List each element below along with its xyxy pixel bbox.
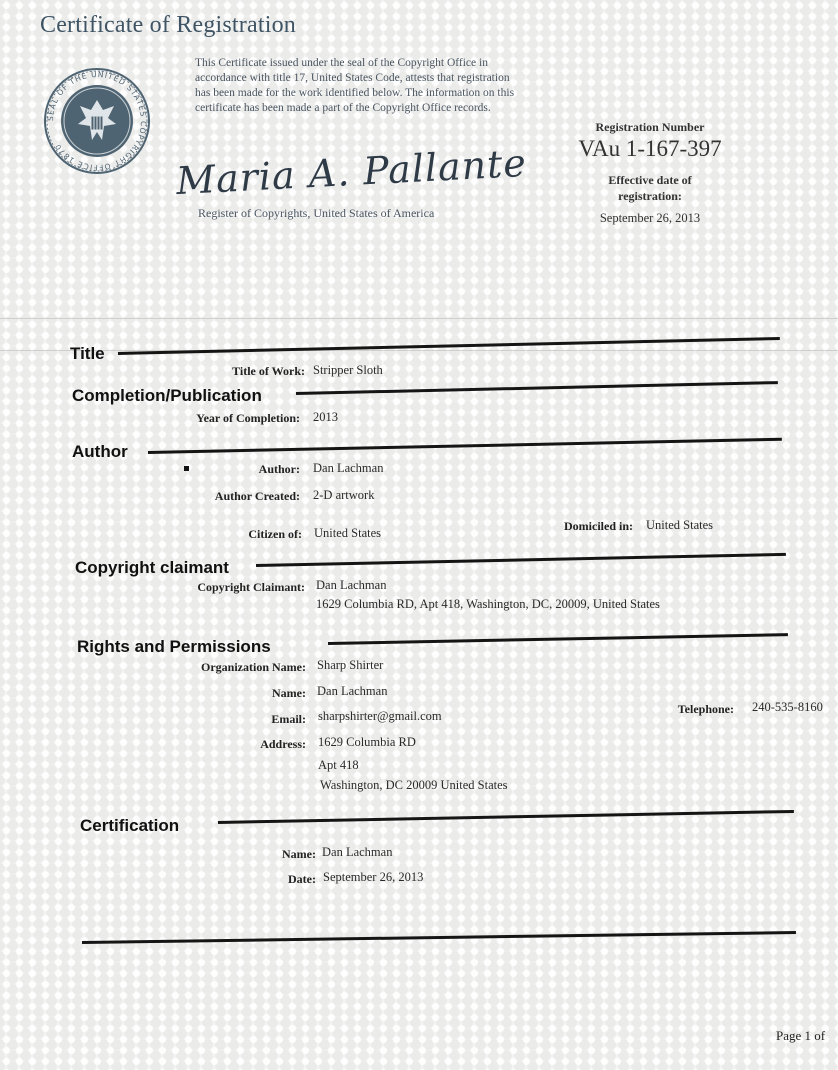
registration-number: VAu 1-167-397 bbox=[578, 136, 722, 161]
address-line-2: Apt 418 bbox=[318, 758, 359, 772]
register-caption: Register of Copyrights, United States of America bbox=[198, 206, 435, 220]
rights-name-value: Dan Lachman bbox=[317, 684, 388, 698]
email-value: sharpshirter@gmail.com bbox=[318, 709, 442, 723]
section-rule bbox=[148, 438, 782, 454]
page-number: Page 1 of bbox=[776, 1028, 826, 1043]
copyright-office-seal-icon bbox=[42, 66, 152, 181]
effective-date-label: Effective date of registration: bbox=[608, 173, 692, 203]
section-heading-completion: Completion/Publication bbox=[72, 386, 262, 405]
domiciled-in-value: United States bbox=[646, 518, 714, 532]
paper-fold bbox=[0, 318, 838, 319]
register-signature: Maria A. Pallante bbox=[175, 140, 528, 204]
author-label: Author: bbox=[258, 462, 300, 476]
section-rule bbox=[328, 633, 788, 645]
citizen-of-label: Citizen of: bbox=[248, 527, 302, 541]
copyright-claimant-label: Copyright Claimant: bbox=[197, 580, 305, 594]
seal-text: SEAL OF THE UNITED STATES COPYRIGHT OFFICE 1870 bbox=[45, 69, 149, 173]
citizen-of-value: United States bbox=[314, 526, 382, 540]
year-of-completion-value: 2013 bbox=[313, 410, 338, 424]
organization-name-value: Sharp Shirter bbox=[317, 658, 384, 672]
copyright-claimant-address: 1629 Columbia RD, Apt 418, Washington, DC, 20009, United States bbox=[316, 597, 660, 611]
address-line-3: Washington, DC 20009 United States bbox=[320, 778, 508, 792]
section-heading-title: Title bbox=[70, 344, 105, 363]
section-heading-rights-permissions: Rights and Permissions bbox=[77, 637, 271, 656]
certification-date-label: Date: bbox=[288, 872, 316, 886]
certification-date-value: September 26, 2013 bbox=[323, 870, 424, 884]
organization-name-label: Organization Name: bbox=[201, 660, 306, 674]
effective-date: September 26, 2013 bbox=[599, 211, 701, 225]
author-value: Dan Lachman bbox=[313, 461, 384, 475]
author-created-label: Author Created: bbox=[214, 489, 300, 503]
telephone-value: 240-535-8160 bbox=[752, 700, 823, 714]
author-created-value: 2-D artwork bbox=[313, 488, 375, 502]
section-rule bbox=[218, 810, 794, 824]
telephone-label: Telephone: bbox=[677, 702, 734, 716]
closing-rule bbox=[82, 931, 796, 944]
bullet-icon bbox=[184, 466, 189, 471]
section-rule bbox=[296, 381, 778, 395]
section-rule bbox=[256, 553, 786, 567]
certificate-title: Certificate of Registration bbox=[40, 12, 296, 38]
title-of-work-label: Title of Work: bbox=[232, 364, 305, 378]
rights-name-label: Name: bbox=[272, 686, 306, 700]
address-label: Address: bbox=[260, 737, 306, 751]
certification-name-label: Name: bbox=[282, 847, 316, 861]
title-of-work-value: Stripper Sloth bbox=[313, 363, 383, 377]
email-label: Email: bbox=[271, 712, 306, 726]
certification-name-value: Dan Lachman bbox=[322, 845, 393, 859]
registration-number-label: Registration Number bbox=[595, 120, 705, 134]
section-heading-certification: Certification bbox=[80, 816, 180, 835]
domiciled-in-label: Domiciled in: bbox=[564, 519, 633, 533]
certificate-intro-text: This Certificate issued under the seal of the Copyright Office in accordance with title 17, United States Code, attests that registration has been made for the work identified below. The information on this certificate has been made a part of the Copyright Office records. bbox=[195, 57, 515, 114]
year-of-completion-label: Year of Completion: bbox=[196, 411, 300, 425]
section-heading-author: Author bbox=[72, 442, 128, 461]
section-heading-copyright-claimant: Copyright claimant bbox=[75, 558, 229, 577]
copyright-claimant-name: Dan Lachman bbox=[316, 578, 387, 592]
address-line-1: 1629 Columbia RD bbox=[318, 735, 416, 749]
section-rule bbox=[118, 337, 780, 355]
